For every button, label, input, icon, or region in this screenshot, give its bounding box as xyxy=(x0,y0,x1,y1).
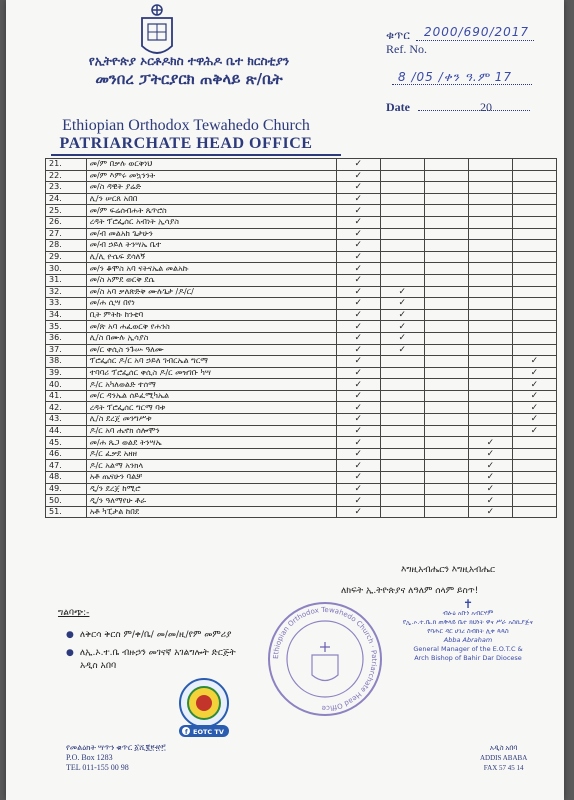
table-row xyxy=(46,263,557,275)
empty-check-cell xyxy=(380,425,424,437)
empty-check-cell xyxy=(424,344,468,356)
footer-city xyxy=(480,743,527,773)
table-row xyxy=(46,251,557,263)
empty-check-cell xyxy=(380,437,424,449)
table-row xyxy=(46,170,557,182)
member-name: ሊ/ን ሠርጸ አበበ xyxy=(86,193,336,205)
empty-check-cell xyxy=(424,460,468,472)
footer-line: FAX 57 45 14 xyxy=(483,764,524,772)
table-row xyxy=(46,344,557,356)
empty-check-cell xyxy=(468,170,512,182)
svg-text:f: f xyxy=(185,729,188,736)
bullet-icon: ● xyxy=(66,648,74,658)
bullet-icon: ● xyxy=(66,630,74,640)
check-mark-icon: ✓ xyxy=(336,414,380,426)
stamp-ring-text: Ethiopian Orthodox Tewahedo Church · Patriarchate Head Office xyxy=(271,605,379,713)
table-row xyxy=(46,437,557,449)
empty-check-cell xyxy=(424,274,468,286)
row-number: 23. xyxy=(46,182,87,194)
empty-check-cell xyxy=(468,193,512,205)
signature-line: General Manager of the E.O.T.C & xyxy=(413,645,523,653)
check-mark-icon: ✓ xyxy=(336,251,380,263)
cc-item xyxy=(66,630,231,640)
member-name: መ/ር ዳንኤል ሰይፈሚካኤል xyxy=(86,390,336,402)
badge-label: EOTC TV xyxy=(193,728,224,736)
member-name: ዶ/ር አልማ አንክላ xyxy=(86,460,336,472)
member-name: መ/ስ አምደ ወርቅ ደሴ xyxy=(86,274,336,286)
empty-check-cell xyxy=(512,495,556,507)
empty-check-cell xyxy=(468,298,512,310)
signature-block xyxy=(388,597,548,663)
table-row xyxy=(46,274,557,286)
member-name: ፕሮፌሰር ዶ/ር አባ ኃይለ ገብርኤል ግርማ xyxy=(86,356,336,368)
table-row xyxy=(46,448,557,460)
empty-check-cell xyxy=(424,251,468,263)
row-number: 50. xyxy=(46,495,87,507)
row-number: 33. xyxy=(46,298,87,310)
empty-check-cell xyxy=(512,506,556,518)
empty-check-cell xyxy=(512,460,556,472)
check-mark-icon: ✓ xyxy=(336,286,380,298)
member-name: መ/ብ መልአከ ጌታሁን xyxy=(86,228,336,240)
empty-check-cell xyxy=(512,170,556,182)
member-name: መ/ሐ ሲሣ በየነ xyxy=(86,298,336,310)
table-row xyxy=(46,402,557,414)
check-mark-icon: ✓ xyxy=(380,321,424,333)
table-row xyxy=(46,321,557,333)
empty-check-cell xyxy=(424,193,468,205)
cc-item-text: ለኢ.ኦ.ተ.ቤ ብዙኃን መገናኛ አገልግሎት ድርጅት xyxy=(79,648,236,658)
table-row xyxy=(46,379,557,391)
check-mark-icon: ✓ xyxy=(336,170,380,182)
empty-check-cell xyxy=(512,437,556,449)
check-mark-icon: ✓ xyxy=(468,506,512,518)
member-name: ሊ/ሊ ዮሴፍ ደሳለኝ xyxy=(86,251,336,263)
empty-check-cell xyxy=(468,228,512,240)
empty-check-cell xyxy=(380,402,424,414)
check-mark-icon: ✓ xyxy=(336,402,380,414)
check-mark-icon: ✓ xyxy=(336,309,380,321)
member-name: ዲ/ን ዓለማየሁ ቶራ xyxy=(86,495,336,507)
empty-check-cell xyxy=(424,216,468,228)
empty-check-cell xyxy=(468,414,512,426)
table-row xyxy=(46,182,557,194)
table-row xyxy=(46,332,557,344)
row-number: 38. xyxy=(46,356,87,368)
empty-check-cell xyxy=(512,344,556,356)
empty-check-cell xyxy=(380,506,424,518)
check-mark-icon: ✓ xyxy=(380,344,424,356)
check-mark-icon: ✓ xyxy=(336,506,380,518)
table-row xyxy=(46,495,557,507)
row-number: 34. xyxy=(46,309,87,321)
empty-check-cell xyxy=(468,251,512,263)
table-row xyxy=(46,286,557,298)
empty-check-cell xyxy=(380,193,424,205)
signature-line: የኢ.ኦ.ተ.ቤ.ክ ጠቅላይ ቤተ ክህነት ዋና ሥራ አስኪያጅና xyxy=(402,618,534,626)
church-emblem-icon xyxy=(134,2,180,62)
cc-item-city: አዲስ አበባ xyxy=(80,661,117,671)
cc-item-text: ለቅርሳ ቅርስ ም/ቀ/ቤ/ መ/መ/ዚ/የም መምሪያ xyxy=(79,630,232,640)
check-mark-icon: ✓ xyxy=(468,495,512,507)
check-mark-icon: ✓ xyxy=(336,344,380,356)
empty-check-cell xyxy=(380,367,424,379)
empty-check-cell xyxy=(512,263,556,275)
empty-check-cell xyxy=(512,286,556,298)
member-name: ሊ/ስ ደረጀ መንግሥቱ xyxy=(86,414,336,426)
check-mark-icon: ✓ xyxy=(336,460,380,472)
row-number: 51. xyxy=(46,506,87,518)
cc-title: ግልባጭ:- xyxy=(58,608,90,618)
empty-check-cell xyxy=(380,472,424,484)
empty-check-cell xyxy=(468,321,512,333)
member-name: ተባባሪ ፕሮፌሰር ቀሲስ ዶ/ር መዝገቡ ካሣ xyxy=(86,367,336,379)
table-row xyxy=(46,216,557,228)
member-name: ረዳት ፕሮፌሰር አብነት ኢሳያስ xyxy=(86,216,336,228)
check-mark-icon: ✓ xyxy=(336,228,380,240)
empty-check-cell xyxy=(512,182,556,194)
empty-check-cell xyxy=(468,274,512,286)
letter-page xyxy=(6,0,564,800)
member-name: ሊ/ስ በሙሉ ኢሳያስ xyxy=(86,332,336,344)
row-number: 40. xyxy=(46,379,87,391)
empty-check-cell xyxy=(424,448,468,460)
row-number: 48. xyxy=(46,472,87,484)
empty-check-cell xyxy=(424,425,468,437)
check-mark-icon: ✓ xyxy=(336,367,380,379)
check-mark-icon: ✓ xyxy=(468,483,512,495)
check-mark-icon: ✓ xyxy=(336,472,380,484)
table-row xyxy=(46,309,557,321)
check-mark-icon: ✓ xyxy=(512,414,556,426)
member-name: መ/ም እምሩ መኳንንት xyxy=(86,170,336,182)
row-number: 29. xyxy=(46,251,87,263)
row-number: 32. xyxy=(46,286,87,298)
empty-check-cell xyxy=(512,321,556,333)
empty-check-cell xyxy=(380,390,424,402)
empty-check-cell xyxy=(424,240,468,252)
empty-check-cell xyxy=(380,159,424,171)
table-row xyxy=(46,193,557,205)
empty-check-cell xyxy=(380,251,424,263)
member-name: መ/ር ቀሲስ ንጉሡ ዓለሙ xyxy=(86,344,336,356)
footer-line: የመልዕክት ሣጥን ቁጥር ፩ሺ፪፻፹፫ xyxy=(66,743,166,752)
english-church-name: Ethiopian Orthodox Tewahedo Church xyxy=(62,117,310,134)
check-mark-icon: ✓ xyxy=(512,390,556,402)
row-number: 35. xyxy=(46,321,87,333)
footer-line: አዲስ አበባ xyxy=(489,744,518,752)
footer-address xyxy=(66,743,166,773)
check-mark-icon: ✓ xyxy=(380,286,424,298)
empty-check-cell xyxy=(512,251,556,263)
row-number: 30. xyxy=(46,263,87,275)
empty-check-cell xyxy=(424,321,468,333)
table-row xyxy=(46,298,557,310)
table-row xyxy=(46,506,557,518)
member-name: ረዳት ፕሮፌሰር ግርማ ባቱ xyxy=(86,402,336,414)
empty-check-cell xyxy=(380,274,424,286)
empty-check-cell xyxy=(468,425,512,437)
empty-check-cell xyxy=(380,495,424,507)
check-mark-icon: ✓ xyxy=(336,205,380,217)
eotc-tv-logo-icon xyxy=(176,677,232,739)
empty-check-cell xyxy=(468,367,512,379)
empty-check-cell xyxy=(512,448,556,460)
member-name: መ/ሐ ጼጋ ወልደ ትንሣኤ xyxy=(86,437,336,449)
table-row xyxy=(46,390,557,402)
check-mark-icon: ✓ xyxy=(336,274,380,286)
row-number: 21. xyxy=(46,159,87,171)
empty-check-cell xyxy=(424,182,468,194)
member-name: ዶ/ር አባ ሔኖክ ሰሎሞን xyxy=(86,425,336,437)
table-row xyxy=(46,159,557,171)
row-number: 25. xyxy=(46,205,87,217)
header-divider xyxy=(51,154,341,156)
check-mark-icon: ✓ xyxy=(336,425,380,437)
amharic-date-value: 8 /05 /ቀን ዓ.ም 17 xyxy=(398,70,512,84)
empty-check-cell xyxy=(424,472,468,484)
table-row xyxy=(46,414,557,426)
signature-line: Arch Bishop of Bahir Dar Diocese xyxy=(414,654,522,662)
check-mark-icon: ✓ xyxy=(336,182,380,194)
check-mark-icon: ✓ xyxy=(336,159,380,171)
empty-check-cell xyxy=(468,390,512,402)
row-number: 45. xyxy=(46,437,87,449)
row-number: 24. xyxy=(46,193,87,205)
empty-check-cell xyxy=(380,216,424,228)
check-mark-icon: ✓ xyxy=(336,495,380,507)
empty-check-cell xyxy=(468,205,512,217)
empty-check-cell xyxy=(424,506,468,518)
empty-check-cell xyxy=(468,286,512,298)
check-mark-icon: ✓ xyxy=(336,240,380,252)
empty-check-cell xyxy=(424,286,468,298)
empty-check-cell xyxy=(424,170,468,182)
check-mark-icon: ✓ xyxy=(336,390,380,402)
member-name: መ/ን ቆሞስ አባ ናትናኤል መልአኩ xyxy=(86,263,336,275)
cross-icon: ✝ xyxy=(462,597,474,611)
signature-line: የባሕር ዳር ሀገረ ስብከት ሊቀ ጳጳስ xyxy=(427,627,509,635)
empty-check-cell xyxy=(424,356,468,368)
empty-check-cell xyxy=(424,205,468,217)
member-name: መ/ስ ዳዊት ያሬድ xyxy=(86,182,336,194)
row-number: 36. xyxy=(46,332,87,344)
empty-check-cell xyxy=(512,274,556,286)
date-label: Date xyxy=(386,100,410,114)
member-name: አቶ ካፒታል ከበደ xyxy=(86,506,336,518)
table-row xyxy=(46,460,557,472)
cc-item xyxy=(66,648,236,658)
official-stamp-icon xyxy=(266,600,384,718)
amharic-church-name: የኢትዮጵያ ኦርቶዶክስ ተዋሕዶ ቤተ ክርስቲያን xyxy=(88,54,290,68)
check-mark-icon: ✓ xyxy=(380,332,424,344)
ref-amharic-label: ቁጥር xyxy=(386,28,410,42)
check-mark-icon: ✓ xyxy=(336,332,380,344)
svg-text:Ethiopian Orthodox Tewahedo Ch xyxy=(272,606,378,712)
check-mark-icon: ✓ xyxy=(468,448,512,460)
row-number: 46. xyxy=(46,448,87,460)
row-number: 42. xyxy=(46,402,87,414)
table-row xyxy=(46,205,557,217)
empty-check-cell xyxy=(380,182,424,194)
table-row xyxy=(46,240,557,252)
check-mark-icon: ✓ xyxy=(336,356,380,368)
empty-check-cell xyxy=(468,263,512,275)
empty-check-cell xyxy=(424,402,468,414)
empty-check-cell xyxy=(512,298,556,310)
check-mark-icon: ✓ xyxy=(512,356,556,368)
empty-check-cell xyxy=(468,344,512,356)
date-underline xyxy=(418,110,530,111)
member-name: ዶ/ር አካለወልድ ተሰማ xyxy=(86,379,336,391)
row-number: 43. xyxy=(46,414,87,426)
empty-check-cell xyxy=(424,298,468,310)
table-row xyxy=(46,425,557,437)
english-office-name: PATRIARCHATE HEAD OFFICE xyxy=(59,135,313,152)
empty-check-cell xyxy=(512,309,556,321)
check-mark-icon: ✓ xyxy=(336,263,380,275)
check-mark-icon: ✓ xyxy=(512,379,556,391)
empty-check-cell xyxy=(512,472,556,484)
amharic-date-underline xyxy=(392,84,532,85)
empty-check-cell xyxy=(380,205,424,217)
check-mark-icon: ✓ xyxy=(512,425,556,437)
ref-underline xyxy=(416,40,534,41)
table-row xyxy=(46,356,557,368)
row-number: 37. xyxy=(46,344,87,356)
signature-line: ብፁዕ አቡነ አብርሃም xyxy=(442,609,494,617)
check-mark-icon: ✓ xyxy=(468,460,512,472)
check-mark-icon: ✓ xyxy=(336,298,380,310)
closing-blessing: እግዚአብሔርን እግዚአብሔር xyxy=(401,565,496,575)
empty-check-cell xyxy=(380,170,424,182)
amharic-office-name: መንበረ ፓትርያርክ ጠቅላይ ጽ/ቤት xyxy=(95,70,283,88)
empty-check-cell xyxy=(468,402,512,414)
check-mark-icon: ✓ xyxy=(336,437,380,449)
empty-check-cell xyxy=(380,448,424,460)
empty-check-cell xyxy=(468,182,512,194)
row-number: 41. xyxy=(46,390,87,402)
row-number: 27. xyxy=(46,228,87,240)
member-name: ዲ/ን ደረጀ ከሚሮ xyxy=(86,483,336,495)
table-row xyxy=(46,228,557,240)
member-name: ዶ/ር ፈቃደ አዘዘ xyxy=(86,448,336,460)
check-mark-icon: ✓ xyxy=(336,321,380,333)
row-number: 22. xyxy=(46,170,87,182)
ref-label: Ref. No. xyxy=(386,42,427,56)
check-mark-icon: ✓ xyxy=(336,483,380,495)
empty-check-cell xyxy=(380,356,424,368)
empty-check-cell xyxy=(424,159,468,171)
member-name: ቢት ምትኩ ከንቲባ xyxy=(86,309,336,321)
empty-check-cell xyxy=(468,379,512,391)
check-mark-icon: ✓ xyxy=(468,472,512,484)
check-mark-icon: ✓ xyxy=(512,402,556,414)
table-row xyxy=(46,472,557,484)
empty-check-cell xyxy=(512,332,556,344)
empty-check-cell xyxy=(512,205,556,217)
empty-check-cell xyxy=(380,414,424,426)
empty-check-cell xyxy=(512,159,556,171)
empty-check-cell xyxy=(468,356,512,368)
empty-check-cell xyxy=(512,216,556,228)
member-name: አቶ ጤናሁን ባልቻ xyxy=(86,472,336,484)
member-name: መ/ብ ኃይለ ትንሣኤ ቤተ xyxy=(86,240,336,252)
check-mark-icon: ✓ xyxy=(336,216,380,228)
empty-check-cell xyxy=(512,240,556,252)
row-number: 31. xyxy=(46,274,87,286)
committee-member-table xyxy=(45,158,557,518)
empty-check-cell xyxy=(512,193,556,205)
empty-check-cell xyxy=(424,332,468,344)
empty-check-cell xyxy=(424,390,468,402)
check-mark-icon: ✓ xyxy=(512,367,556,379)
empty-check-cell xyxy=(424,379,468,391)
empty-check-cell xyxy=(424,228,468,240)
closing-greeting: ለክፍት ኢ.ትዮጵያና ለዓለም ሰላም ይስጥ! xyxy=(341,586,479,596)
empty-check-cell xyxy=(468,332,512,344)
empty-check-cell xyxy=(380,240,424,252)
empty-check-cell xyxy=(468,309,512,321)
check-mark-icon: ✓ xyxy=(380,298,424,310)
empty-check-cell xyxy=(380,460,424,472)
empty-check-cell xyxy=(512,228,556,240)
empty-check-cell xyxy=(380,483,424,495)
check-mark-icon: ✓ xyxy=(336,193,380,205)
empty-check-cell xyxy=(424,414,468,426)
footer-line: TEL 011-155 00 98 xyxy=(66,763,129,772)
empty-check-cell xyxy=(468,159,512,171)
member-name: መ/ጽ አባ ሐፈወርቅ የሐንስ xyxy=(86,321,336,333)
empty-check-cell xyxy=(380,379,424,391)
member-name: መ/ም በቃሉ ወርቅነህ xyxy=(86,159,336,171)
empty-check-cell xyxy=(380,228,424,240)
row-number: 26. xyxy=(46,216,87,228)
member-name: መ/ስ አባ ቃለጽድቅ ሙሉጌታ /ዶ/ር/ xyxy=(86,286,336,298)
empty-check-cell xyxy=(424,263,468,275)
check-mark-icon: ✓ xyxy=(336,379,380,391)
empty-check-cell xyxy=(424,309,468,321)
empty-check-cell xyxy=(424,483,468,495)
table-row xyxy=(46,483,557,495)
row-number: 49. xyxy=(46,483,87,495)
signature-line: Abba Abraham xyxy=(443,636,493,644)
empty-check-cell xyxy=(468,216,512,228)
empty-check-cell xyxy=(468,240,512,252)
table-row xyxy=(46,367,557,379)
footer-line: ADDIS ABABA xyxy=(480,754,528,762)
empty-check-cell xyxy=(380,263,424,275)
row-number: 44. xyxy=(46,425,87,437)
row-number: 28. xyxy=(46,240,87,252)
member-name: መ/ም ፍሬሰብሐት ጴጥሮስ xyxy=(86,205,336,217)
ref-number-value: 2000/690/2017 xyxy=(424,25,530,39)
empty-check-cell xyxy=(424,495,468,507)
footer-line: P.O. Box 1283 xyxy=(66,753,113,762)
check-mark-icon: ✓ xyxy=(468,437,512,449)
empty-check-cell xyxy=(424,367,468,379)
row-number: 47. xyxy=(46,460,87,472)
row-number: 39. xyxy=(46,367,87,379)
check-mark-icon: ✓ xyxy=(336,448,380,460)
empty-check-cell xyxy=(512,483,556,495)
check-mark-icon: ✓ xyxy=(380,309,424,321)
empty-check-cell xyxy=(424,437,468,449)
date-year-suffix: 20 xyxy=(480,100,492,114)
